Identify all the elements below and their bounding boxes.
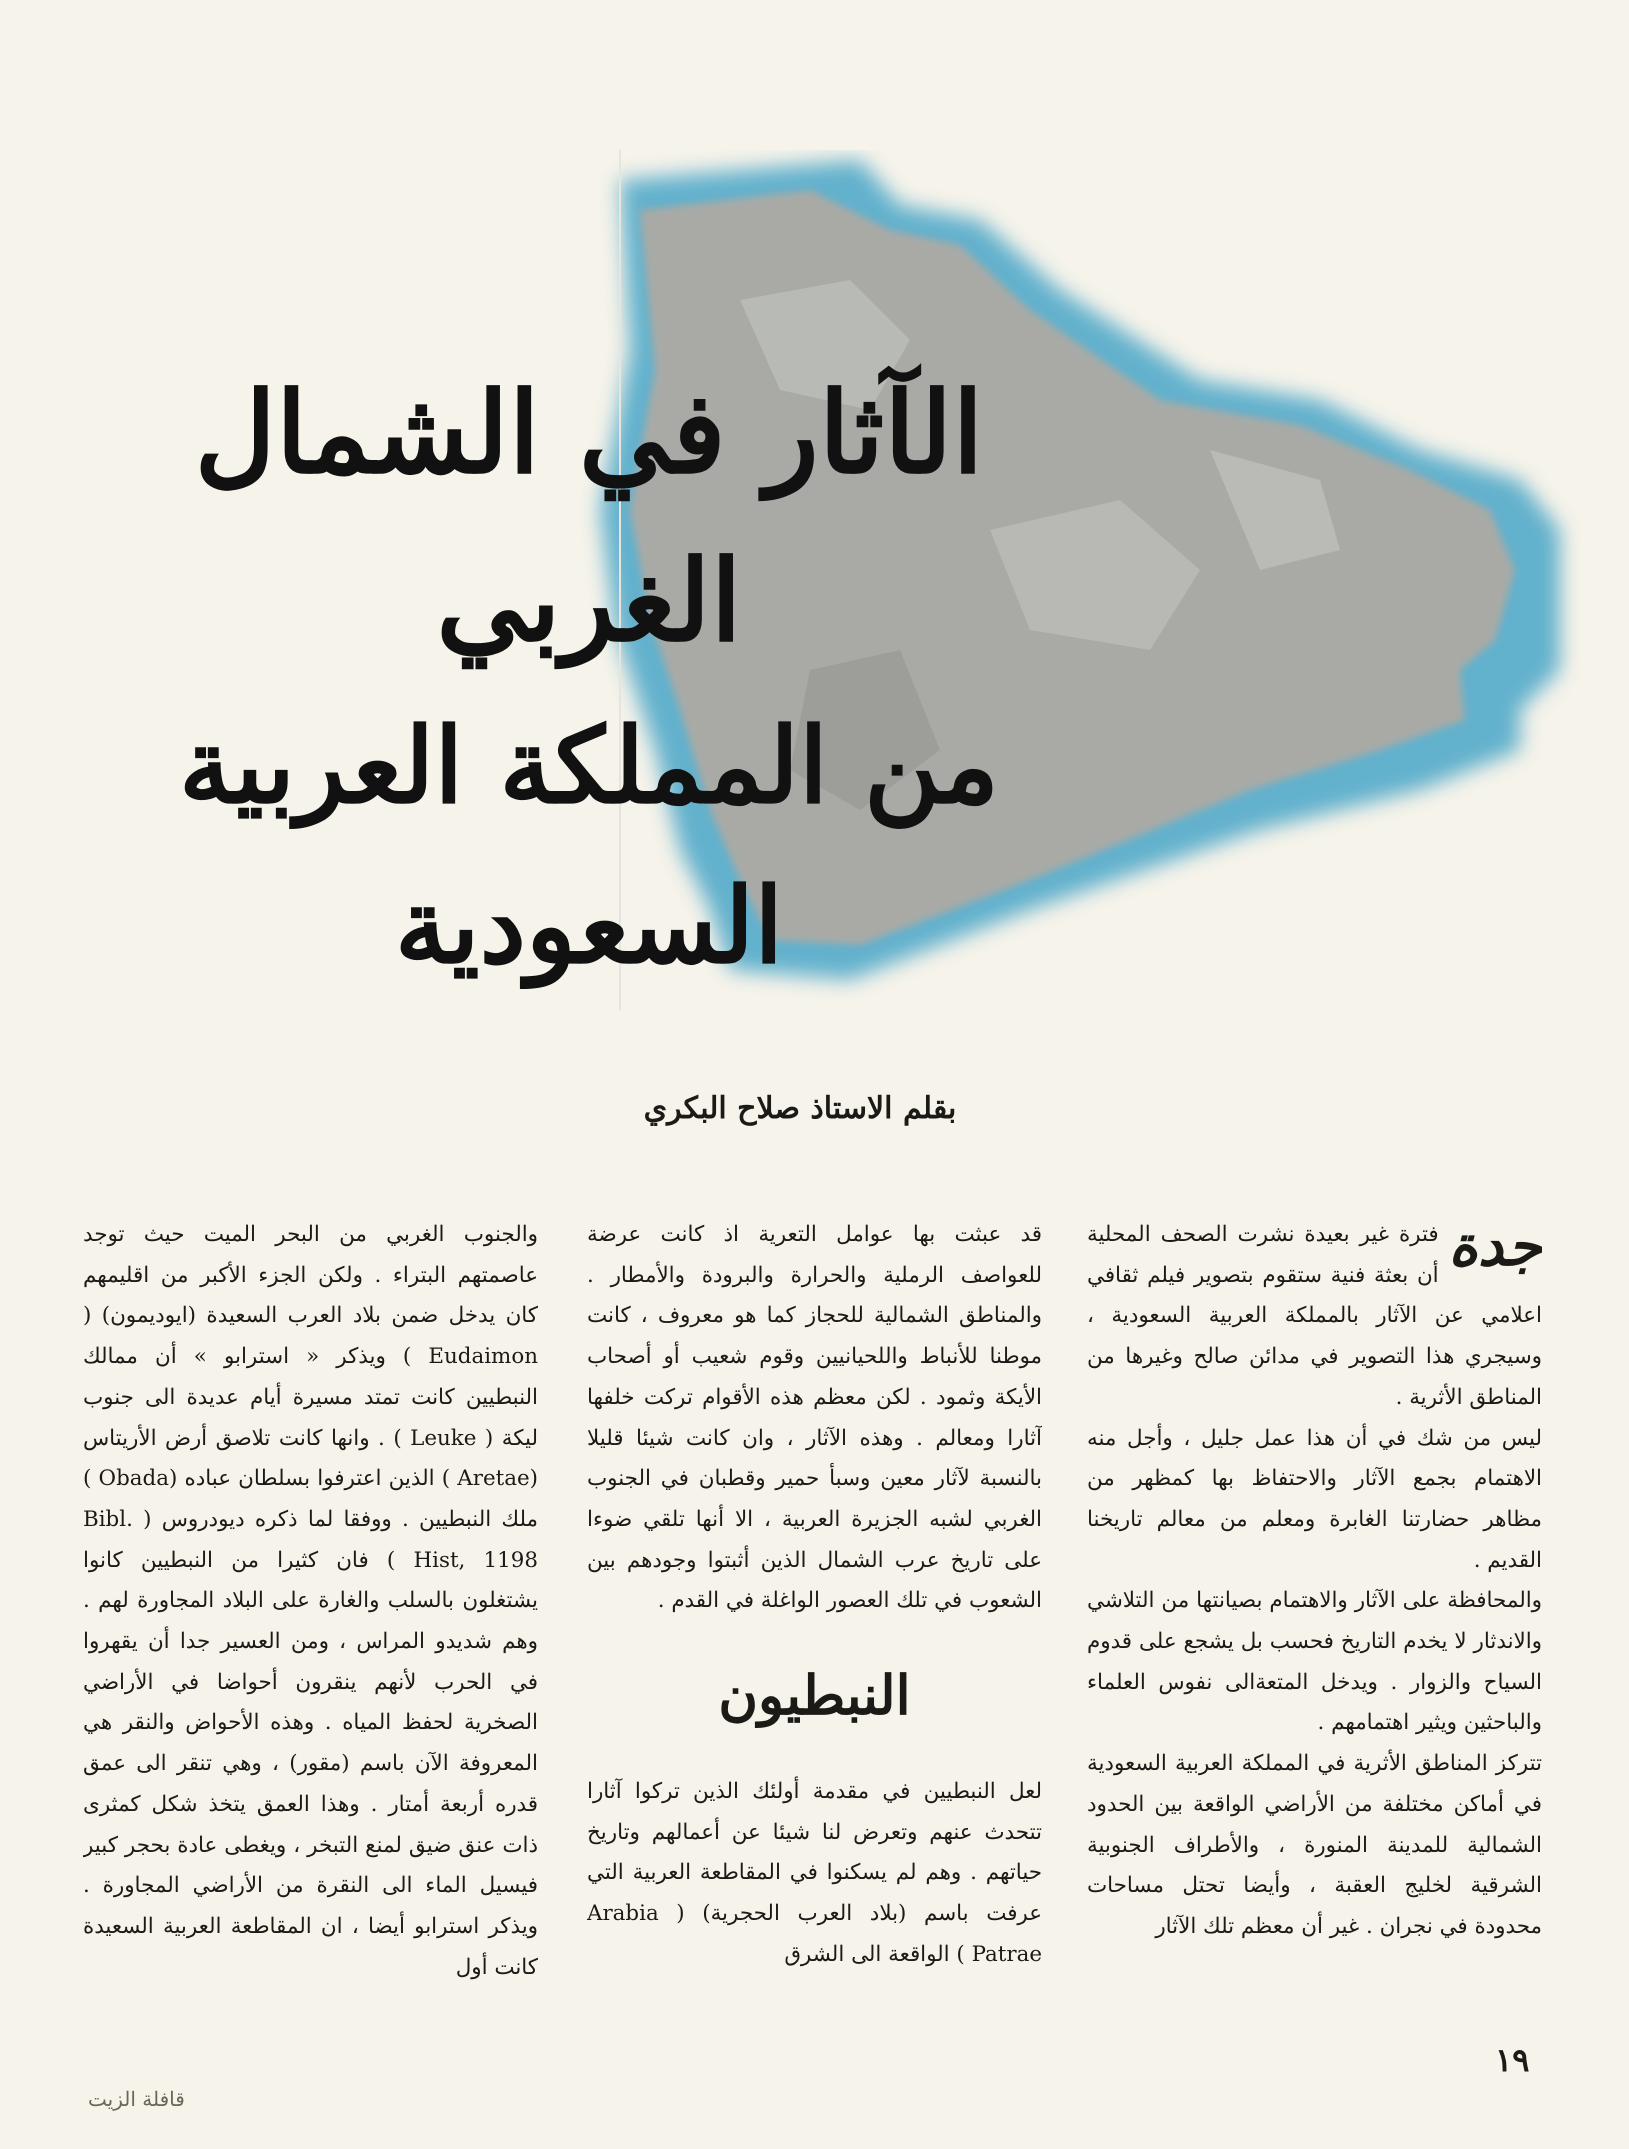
title-line-1: الآثار في الشمال الغربي: [194, 368, 984, 667]
paragraph: لعل النبطيين في مقدمة أولئك الذين تركوا آثارا تتحدث عنهم وتعرض لنا شيئا عن أعمالهم وتاريخ حياتهم . وهم لم يسكنوا في المقاطعة العربية التي عرفت باسم (بلاد العرب الحجرية) ( Arabia Patrae ) الواقعة الى الشرق: [587, 1779, 1042, 1967]
paragraph: تتركز المناطق الأثرية في المملكة العربية السعودية في أماكن مختلفة من الأراضي الواقعة بين الحدود الشمالية للمدينة المنورة ، والأطراف الجنوبية الشرقية لخليج العقبة ، وأيضا تحتل مساحات محدودة في نجران . غير أن معظم تلك الآثار: [1087, 1751, 1542, 1939]
text-column-right: [1087, 1215, 1542, 2045]
text-column-middle: [587, 1215, 1042, 2045]
drop-cap-word: جدة: [1448, 1215, 1542, 1279]
author-byline: بقلم الاستاذ صلاح البكري: [643, 1091, 957, 1126]
paragraph-text: فترة غير بعيدة نشرت الصحف المحلية أن بعثة فنية ستقوم بتصوير فيلم ثقافي اعلامي عن الآثار بالمملكة العربية السعودية ، وسيجري هذا التصوير في مدائن صالح وغيرها من المناطق الأثرية .: [1087, 1222, 1542, 1410]
text-column-left: [83, 1215, 538, 2045]
publication-name-footer: قافلة الزيت: [88, 2087, 185, 2111]
paragraph: والمحافظة على الآثار والاهتمام بصيانتها من التلاشي والاندثار لا يخدم التاريخ فحسب بل يشجع على قدوم السياح والزوار . ويدخل المتعةالى نفوس العلماء والباحثين ويثير اهتمامهم .: [1087, 1588, 1542, 1736]
paragraph: [1087, 1215, 1542, 1419]
paragraph: ليس من شك في أن هذا عمل جليل ، وأجل منه الاهتمام بجمع الآثار والاحتفاظ بها كمظهر من مظاهر حضارتنا الغابرة ومعلم من معالم تاريخنا القديم .: [1087, 1425, 1542, 1573]
page-number: ١٩: [1495, 2041, 1530, 2079]
paragraph: والجنوب الغربي من البحر الميت حيث توجد عاصمتهم البتراء . ولكن الجزء الأكبر من اقليمهم كان يدخل ضمن بلاد العرب السعيدة (ايوديمون) ( Eudaimon ) ويذكر « استرابو » أن ممالك النبطيين كانت تمتد مسيرة أيام عديدة الى جنوب ليكة ( Leuke ) . وانها كانت تلاصق أرض الأريتاس (Aretae ) الذين اعترفوا بسلطان عباده (Obada ) ملك النبطيين . ووفقا لما ذكره ديودروس ( Bibl. Hist, 1198 ) فان كثيرا من النبطيين كانوا يشتغلون بالسلب والغارة على البلاد المجاورة لهم . وهم شديدو المراس ، ومن العسير جدا أن يقهروا في الحرب لأنهم ينقرون أحواضا في الأراضي الصخرية لحفظ المياه . وهذه الأحواض والنقر هي المعروفة الآن باسم (مقور) ، وهي تنقر الى عمق قدره أربعة أمتار . وهذا العمق يتخذ شكل كمثرى ذات عنق ضيق لمنع التبخر ، ويغطى عادة بحجر كبير فيسيل الماء الى النقرة من الأراضي المجاورة . ويذكر استرابو أيضا ، ان المقاطعة العربية السعيدة كانت أول: [83, 1222, 538, 1980]
section-heading: النبطيون: [718, 1663, 911, 1728]
paragraph: قد عبثت بها عوامل التعرية اذ كانت عرضة للعواصف الرملية والحرارة والبرودة والأمطار . والمناطق الشمالية للحجاز كما هو معروف ، كانت موطنا للأنباط واللحيانيين وقوم شعيب أو أصحاب الأيكة وثمود . لكن معظم هذه الأقوام تركت خلفها آثارا ومعالم . وهذه الآثار ، وان كانت شيئا قليلا بالنسبة لآثار معين وسبأ حمير وقطبان في الجنوب الغربي لشبه الجزيرة العربية ، الا أنها تلقي ضوءا على تاريخ عرب الشمال الذين أثبتوا وجودهم بين الشعوب في تلك العصور الواغلة في القدم .: [587, 1222, 1042, 1614]
title-line-2: من المملكة العربية السعودية: [179, 704, 999, 987]
article-title: [109, 350, 1069, 1006]
